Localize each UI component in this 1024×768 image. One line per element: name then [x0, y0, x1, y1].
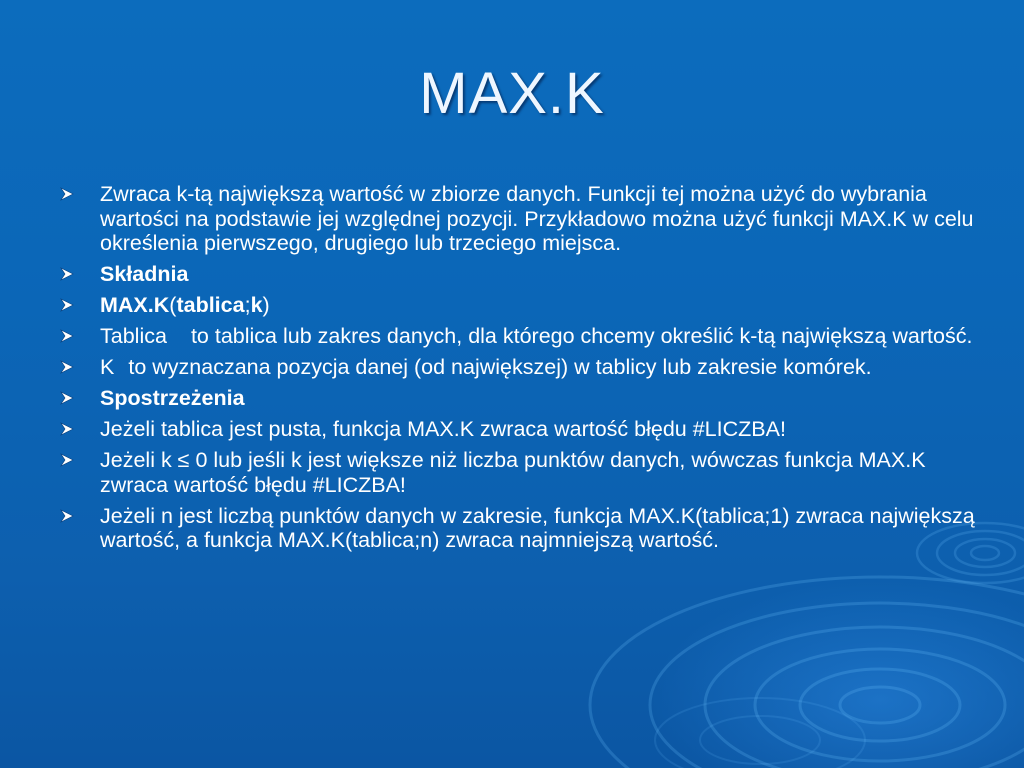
- arrowhead-bullet-icon: [60, 187, 74, 201]
- arrowhead-bullet-icon: [60, 422, 74, 436]
- bullet-syntax-heading: [56, 262, 976, 287]
- arrowhead-bullet-icon: [60, 360, 74, 374]
- definition-text: to wyznaczana pozycja danej (od największej) w tablicy lub zakresie komórek.: [128, 355, 872, 379]
- arrowhead-bullet-icon: [60, 329, 74, 343]
- syntax-arg-array: tablica: [176, 293, 245, 317]
- bullet-text: Zwraca k-tą największą wartość w zbiorze danych. Funkcji tej można użyć do wybrania wartości na podstawie jej względnej pozycji. Przykładowo można użyć funkcji MAX.K w celu określenia pierwszego, drugiego lub trzeciego miejsca.: [100, 182, 974, 255]
- syntax-open-paren: (: [169, 293, 177, 317]
- syntax-function-name: MAX.K: [100, 293, 170, 317]
- arrowhead-bullet-icon: [60, 453, 74, 467]
- bullet-k-definition: [56, 355, 976, 380]
- bullet-array-definition: [56, 324, 976, 349]
- bullet-remark-k-range: [56, 448, 976, 497]
- definition-text: to tablica lub zakres danych, dla którego chcemy określić k-tą największą wartość.: [190, 324, 973, 348]
- bullet-text: Spostrzeżenia: [100, 386, 245, 410]
- bullet-list: [56, 182, 976, 559]
- bullet-description: [56, 182, 976, 256]
- bullet-remark-n-points: [56, 504, 976, 553]
- arrowhead-bullet-icon: [60, 267, 74, 281]
- bullet-remark-empty-array: [56, 417, 976, 442]
- bullet-remarks-heading: [56, 386, 976, 411]
- syntax-arg-k: k: [250, 293, 263, 317]
- bullet-text: Jeżeli k ≤ 0 lub jeśli k jest większe niż liczba punktów danych, wówczas funkcja MAX.K zwraca wartość błędu #LICZBA!: [100, 448, 926, 497]
- bullet-text: Jeżeli tablica jest pusta, funkcja MAX.K zwraca wartość błędu #LICZBA!: [100, 417, 786, 441]
- arrowhead-bullet-icon: [60, 298, 74, 312]
- bullet-syntax: [56, 293, 976, 318]
- syntax-close-paren: ): [262, 293, 270, 317]
- bullet-text: Składnia: [100, 262, 189, 286]
- slide-title: MAX.K: [419, 61, 605, 126]
- arrowhead-bullet-icon: [60, 509, 74, 523]
- definition-term: K: [100, 355, 115, 379]
- arrowhead-bullet-icon: [60, 391, 74, 405]
- definition-term: Tablica: [100, 324, 167, 348]
- syntax-separator: ;: [244, 293, 251, 317]
- bullet-text: Jeżeli n jest liczbą punktów danych w zakresie, funkcja MAX.K(tablica;1) zwraca największą wartość, a funkcja MAX.K(tablica;n) zwraca najmniejszą wartość.: [100, 503, 975, 552]
